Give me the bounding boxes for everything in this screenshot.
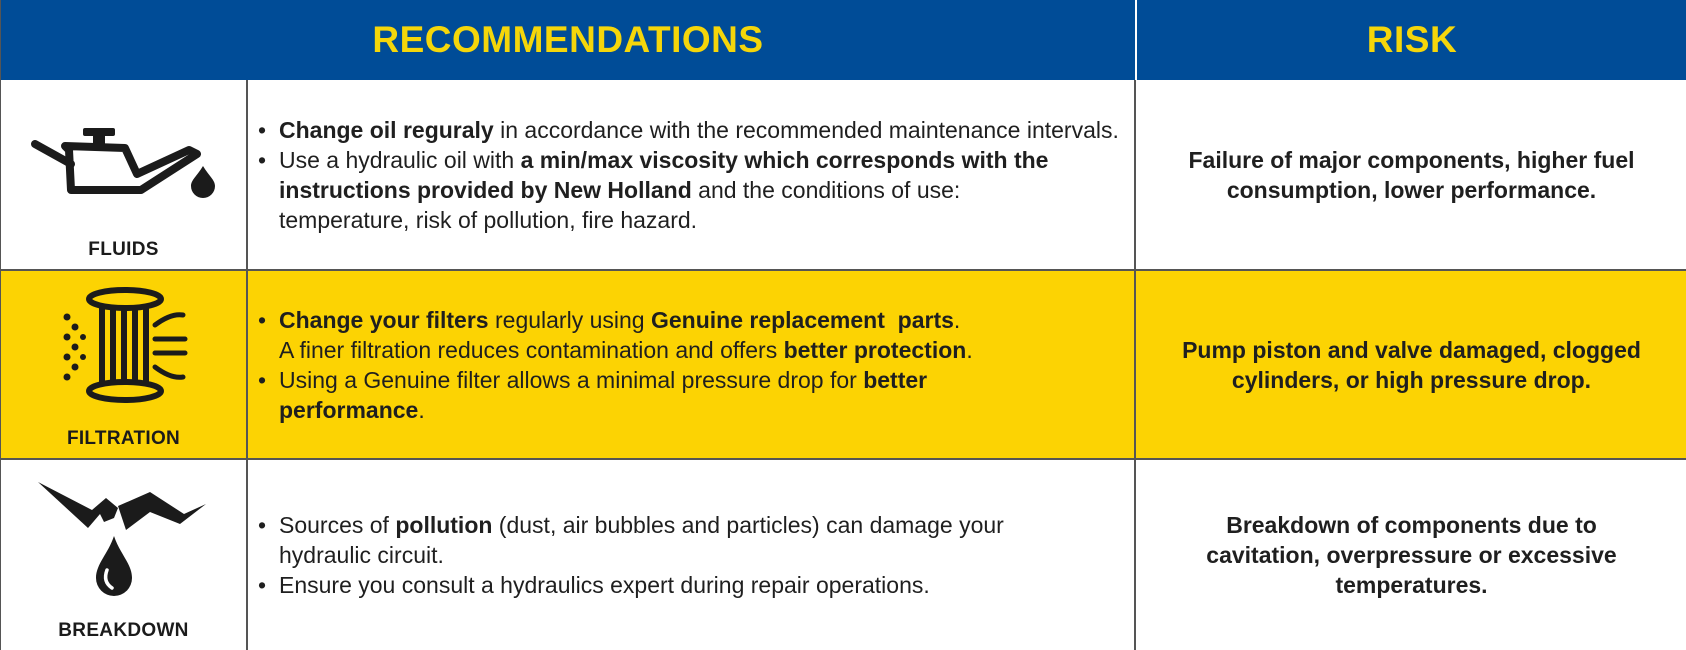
icon-label: FILTRATION	[66, 428, 181, 449]
table-row-filtration	[1, 269, 1686, 460]
recommendation-list	[258, 305, 1019, 425]
recommendation-item: • Ensure you consult a hydraulics expert during repair operations.	[258, 570, 1069, 600]
broken-pipe-drop-icon	[34, 480, 214, 600]
recommendation-item: • Using a Genuine filter allows a minimal pressure drop for better performance.	[258, 365, 1019, 425]
fluids-icon-cell	[1, 80, 248, 269]
table-row-fluids	[1, 80, 1686, 269]
recommendation-item: • Sources of pollution (dust, air bubbles and particles) can damage your hydraulic circuit.	[258, 510, 1069, 570]
risk-text: Failure of major components, higher fuel consumption, lower performance.	[1188, 146, 1635, 203]
recommendations-header: RECOMMENDATIONS	[1, 0, 1135, 80]
table-row-breakdown	[1, 460, 1686, 650]
risk-header: RISK	[1137, 0, 1686, 80]
recommendation-item: • Change oil reguraly in accordance with the recommended maintenance intervals.	[258, 115, 1119, 145]
recommendations-cell	[248, 460, 1136, 650]
risk-cell	[1136, 460, 1686, 650]
filter-icon	[59, 285, 189, 405]
oil-can-icon	[29, 114, 219, 204]
icon-label: BREAKDOWN	[58, 620, 189, 641]
icon-label: FLUIDS	[88, 239, 159, 260]
risk-cell	[1136, 80, 1686, 269]
recommendation-list	[258, 115, 1119, 235]
recommendation-item: • Use a hydraulic oil with a min/max viscosity which corresponds with the instructions provided by New Holland and the conditions of use: temperature, risk of pollution, fire hazard.	[258, 145, 1059, 235]
breakdown-icon-cell	[1, 460, 248, 650]
filtration-icon-cell	[1, 271, 248, 458]
risk-text: Breakdown of components due to cavitation, overpressure or excessive temperatures.	[1206, 512, 1617, 598]
recommendation-list	[258, 510, 1069, 600]
recommendation-item: • Change your filters regularly using Genuine replacement parts. A finer filtration reduces contamination and offers better protection.	[258, 305, 1019, 365]
recommendations-cell	[248, 80, 1136, 269]
risk-text: Pump piston and valve damaged, clogged cylinders, or high pressure drop.	[1182, 336, 1641, 393]
recommendations-cell	[248, 271, 1136, 458]
risk-cell	[1136, 271, 1686, 458]
